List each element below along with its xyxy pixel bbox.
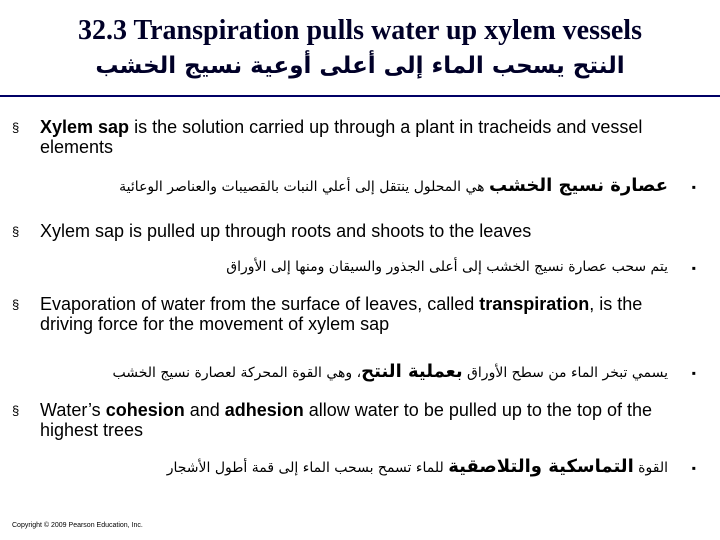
- point-4-english: [40, 400, 700, 440]
- title-divider: [0, 95, 720, 97]
- point-4-english-pre: Water’s: [40, 400, 106, 420]
- slide-title-arabic: النتح يسحب الماء إلى أعلى أوعية نسيج الخشب: [95, 53, 625, 79]
- term-cohesion-adhesion-arabic: التماسكية والتلاصقية: [448, 456, 634, 477]
- arabic-bullet-icon: ▪: [691, 180, 696, 194]
- term-xylem-sap: Xylem sap: [40, 117, 130, 137]
- term-cohesion: cohesion: [105, 400, 185, 420]
- point-1-english: [40, 117, 700, 157]
- point-3-arabic-post: ، وهي القوة المحركة لعصارة نسيج الخشب: [112, 365, 362, 381]
- point-3-english: [40, 294, 700, 334]
- term-transpiration-arabic: بعملية النتح: [361, 361, 463, 382]
- point-2-arabic: يتم سحب عصارة نسيج الخشب إلى أعلى الجذور والسيقان ومنها إلى الأوراق: [226, 259, 668, 275]
- point-4-arabic-pre: القوة: [633, 460, 668, 476]
- point-1-arabic: [28, 175, 668, 198]
- point-4-arabic: [28, 456, 668, 479]
- slide-title-english: 32.3 Transpiration pulls water up xylem vessels: [78, 15, 642, 46]
- bullet-icon: §: [12, 297, 20, 312]
- point-4-arabic-post: للماء تسمح بسحب الماء إلى قمة أطول الأشجار: [166, 460, 449, 476]
- point-4-english-post: allow water to be pulled up to the top of the highest trees: [40, 400, 652, 440]
- bullet-icon: §: [12, 403, 20, 418]
- point-4-english-mid: and: [184, 400, 225, 420]
- bullet-icon: §: [12, 120, 20, 135]
- copyright-footer: Copyright © 2009 Pearson Education, Inc.: [12, 522, 143, 529]
- term-adhesion: adhesion: [224, 400, 304, 420]
- term-transpiration: transpiration: [479, 294, 590, 314]
- arabic-bullet-icon: ▪: [691, 261, 696, 275]
- term-xylem-sap-arabic: عصارة نسيج الخشب: [489, 175, 668, 196]
- point-3-arabic: [28, 361, 668, 384]
- arabic-bullet-icon: ▪: [691, 461, 696, 475]
- point-3-english-pre: Evaporation of water from the surface of leaves, called: [40, 294, 480, 314]
- point-2-english: Xylem sap is pulled up through roots and shoots to the leaves: [40, 221, 532, 241]
- arabic-bullet-icon: ▪: [691, 366, 696, 380]
- bullet-icon: §: [12, 224, 20, 239]
- point-1-arabic-text: هي المحلول ينتقل إلى أعلي النبات بالقصيبات والعناصر الوعائية: [119, 179, 490, 195]
- point-3-english-post: , is the driving force for the movement of xylem sap: [40, 294, 643, 334]
- point-1-english-text: is the solution carried up through a plant in tracheids and vessel elements: [40, 117, 643, 157]
- point-3-arabic-pre: يسمي تبخر الماء من سطح الأوراق: [462, 365, 668, 381]
